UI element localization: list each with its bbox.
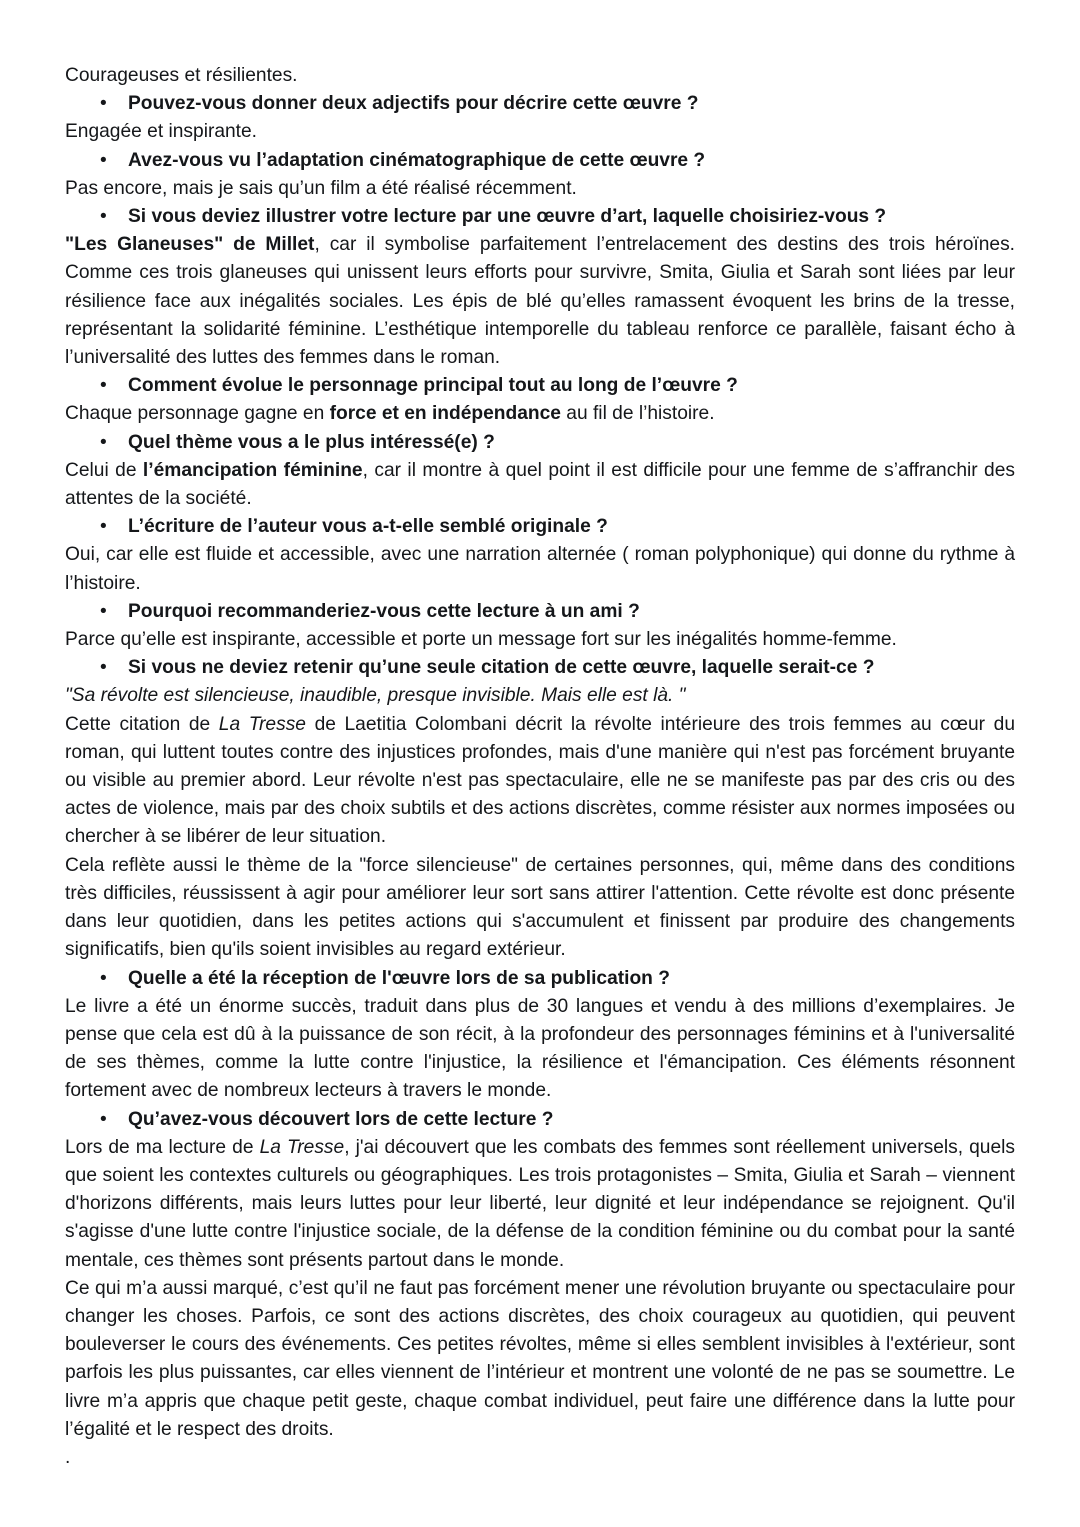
question-text: Pouvez-vous donner deux adjectifs pour décrire cette œuvre ? [128, 93, 699, 115]
text-run: au fil de l’histoire. [560, 403, 715, 425]
text-run-bold: force et en indépendance [329, 403, 561, 425]
answer-narration-alternee: Oui, car elle est fluide et accessible, avec une narration alternée ( roman polyphonique) qui donne du rythme à l’histoire. [65, 544, 1015, 594]
question-text: L’écriture de l’auteur vous a-t-elle semblé originale ? [128, 516, 608, 538]
question-theme-interesse [65, 429, 1015, 457]
answer-emancipation-feminine [65, 457, 1015, 513]
question-evolution-personnage [65, 372, 1015, 400]
question-text: Quel thème vous a le plus intéressé(e) ? [128, 431, 495, 453]
question-text: Si vous deviez illustrer votre lecture par une œuvre d’art, laquelle choisiriez-vous ? [128, 206, 887, 228]
text-run: de Laetitia Colombani décrit la révolte intérieure des trois femmes au cœur du roman, qui luttent toutes contre des injustices profondes, mais d'une manière qui n'est pas forcément bruyante ou visible au premier abord. Leur révolte n'est pas spectaculaire, elle ne se manifeste pas par des cris ou des actes de violence, mais par des choix subtils et des actions discrètes, comme résister aux normes imposées ou chercher à se libérer de leur situation. [65, 713, 1015, 848]
answer-courageuses: Courageuses et résilientes. [65, 65, 298, 86]
answer-force-independance [65, 400, 1015, 428]
answer-combats-universels [65, 1134, 1015, 1275]
bullet-icon: • [100, 1108, 107, 1130]
question-adaptation-cinematographique [65, 147, 1015, 175]
text-run-italic: La Tresse [218, 713, 306, 735]
bullet-icon: • [100, 375, 107, 397]
bullet-icon: • [100, 206, 107, 228]
question-text: Pourquoi recommanderiez-vous cette lecture à un ami ? [128, 600, 640, 622]
answer-pas-encore: Pas encore, mais je sais qu’un film a été réalisé récemment. [65, 177, 577, 199]
document-body [65, 62, 1015, 1472]
question-text: Avez-vous vu l’adaptation cinématographique de cette œuvre ? [128, 149, 706, 171]
quote-sa-revolte: "Sa révolte est silencieuse, inaudible, presque invisible. Mais elle est là. " [65, 685, 686, 707]
answer-citation-explication [65, 711, 1015, 852]
bullet-icon: • [100, 431, 107, 453]
text-run: Cette citation de [65, 713, 219, 735]
bullet-icon: • [100, 93, 107, 115]
text-run: Celui de [65, 459, 143, 481]
answer-revolution-bruyante: Ce qui m’a aussi marqué, c’est qu’il ne faut pas forcément mener une révolution bruyante ou spectaculaire pour changer les choses. Parfois, ce sont des actions discrètes, des choix courageux au quotidien, qui peuvent bouleverser le cours des événements. Ces petites révoltes, même si elles semblent invisibles à l'extérieur, sont parfois les plus puissantes, car elles viennent de l’intérieur et montrent une volonté de ne pas se soumettre. Le livre m’a appris que chaque petit geste, chaque combat individuel, peut faire une différence dans la lutte pour l’égalité et le respect des droits. [65, 1277, 1015, 1440]
text-run-bold: "Les Glaneuses" de Millet [65, 234, 315, 256]
question-text: Comment évolue le personnage principal tout au long de l’œuvre ? [128, 375, 738, 397]
question-decouvert-lecture [65, 1106, 1015, 1134]
bullet-icon: • [100, 657, 107, 679]
answer-force-silencieuse: Cela reflète aussi le thème de la "force silencieuse" de certaines personnes, qui, même dans des conditions très difficiles, réussissent à agir pour améliorer leur sort sans attirer l'attention. Cette révolte est donc présente dans leur quotidien, dans les petites actions qui s'accumulent et finissent par produire des changements significatifs, bien qu'ils soient invisibles au regard extérieur. [65, 854, 1015, 961]
question-reception-publication [65, 965, 1015, 993]
text-run: , car il montre à quel point il est difficile pour une femme de s’affranchir des attentes de la société. [65, 459, 1015, 510]
question-recommanderiez-ami [65, 598, 1015, 626]
answer-enorme-succes: Le livre a été un énorme succès, traduit dans plus de 30 langues et vendu à des millions d’exemplaires. Je pense que cela est dû à la puissance de son récit, à la profondeur des personnages féminins et à l'universalité de ses thèmes, comme la lutte contre l'injustice, la résilience et l'émancipation. Ces éléments résonnent fortement avec de nombreux lecteurs à travers le monde. [65, 995, 1015, 1102]
question-text: Qu’avez-vous découvert lors de cette lecture ? [128, 1108, 554, 1130]
text-run-bold: l’émancipation féminine [142, 459, 363, 481]
answer-engagee-inspirante: Engagée et inspirante. [65, 121, 258, 143]
bullet-icon: • [100, 967, 107, 989]
text-run: , j'ai découvert que les combats des femmes sont réellement universels, quels que soient les contextes culturels ou géographiques. Les trois protagonistes – Smita, Giulia et Sarah – viennent d'horizons différents, mais leurs luttes pour leur liberté, leur dignité et leur indépendance se rejoignent. Qu'il s'agisse d'une lutte contre l'injustice sociale, de la défense de la condition féminine ou du combat pour la santé mentale, ces thèmes sont présents partout dans le monde. [65, 1136, 1015, 1271]
text-run-italic: La Tresse [259, 1136, 345, 1158]
bullet-icon: • [100, 516, 107, 538]
question-text: Quelle a été la réception de l'œuvre lors de sa publication ? [128, 967, 670, 989]
text-run: , car il symbolise parfaitement l’entrelacement des destins des trois héroïnes. Comme ces trois glaneuses qui unissent leurs efforts pour survivre, Smita, Giulia et Sarah sont liées par leur résilience face aux inégalités sociales. Les épis de blé qu’elles ramassent évoquent les brins de la tresse, représentant la solidarité féminine. L’esthétique intemporelle du tableau renforce ce parallèle, faisant écho à l’universalité des luttes des femmes dans le roman. [65, 234, 1015, 369]
question-ecriture-originale [65, 513, 1015, 541]
question-deux-adjectifs [65, 90, 1015, 118]
bullet-icon: • [100, 600, 107, 622]
answer-les-glaneuses [65, 231, 1015, 372]
bullet-icon: • [100, 149, 107, 171]
question-text: Si vous ne deviez retenir qu’une seule citation de cette œuvre, laquelle serait-ce ? [128, 657, 875, 679]
question-illustrer-oeuvre-dart [65, 203, 1015, 231]
text-run: Lors de ma lecture de [65, 1136, 260, 1158]
trailing-period: . [65, 1446, 71, 1468]
answer-inegalites-homme-femme: Parce qu’elle est inspirante, accessible et porte un message fort sur les inégalités homme-femme. [65, 629, 897, 651]
question-une-seule-citation [65, 654, 1015, 682]
text-run: Chaque personnage gagne en [65, 403, 330, 425]
